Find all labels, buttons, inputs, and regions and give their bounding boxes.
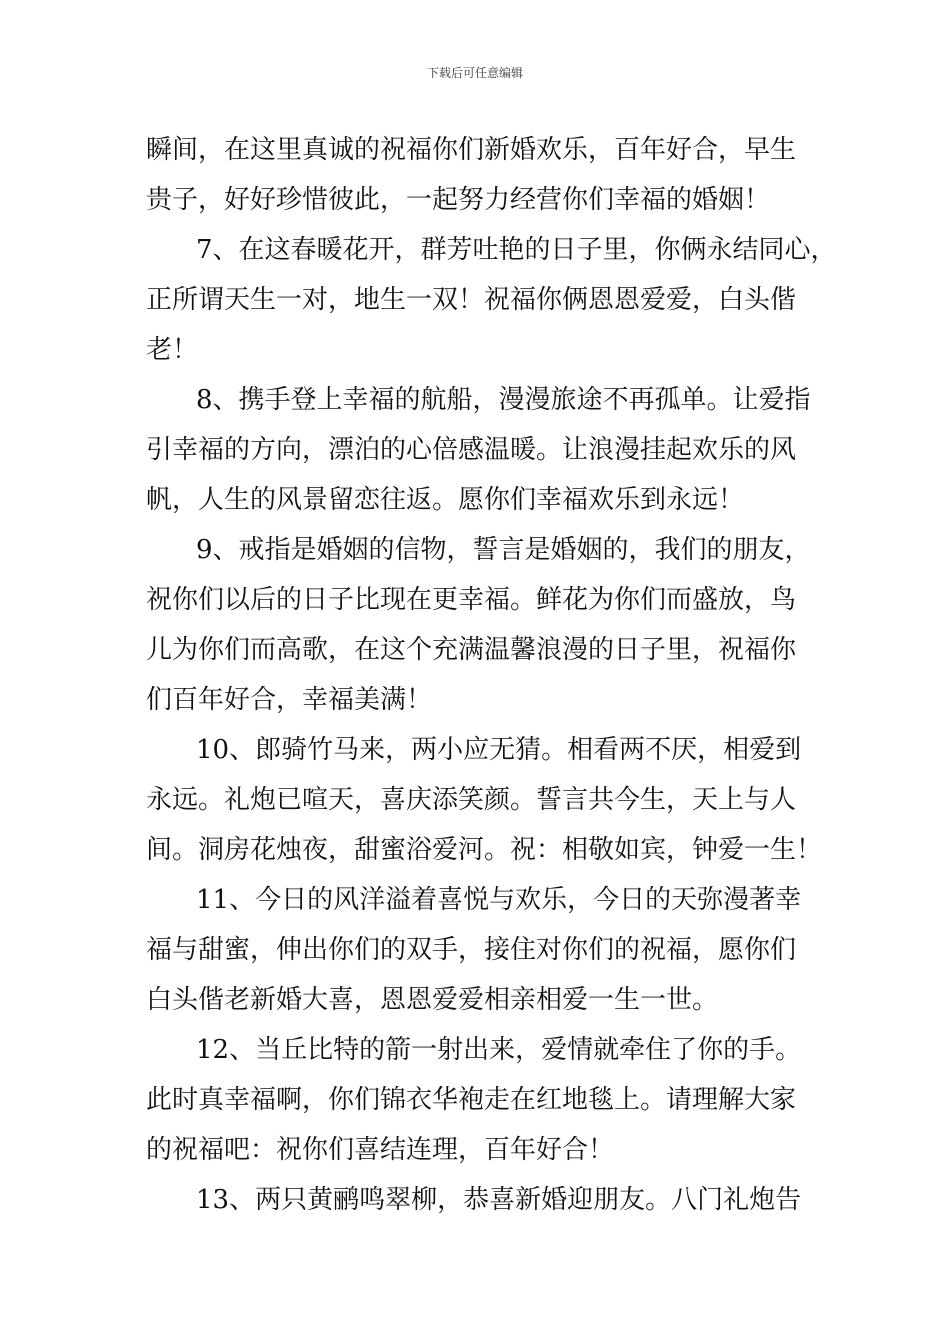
text-line: 间。洞房花烛夜，甜蜜浴爱河。祝：相敬如宾，钟爱一生！ [146,835,823,865]
text-line: 10、郎骑竹马来，两小应无猜。相看两不厌，相爱到 [196,735,802,765]
text-line: 永远。礼炮已喧天，喜庆添笑颜。誓言共今生，天上与人 [146,785,797,815]
text-line: 老！ [146,335,199,365]
text-line: 福与甜蜜，伸出你们的双手，接住对你们的祝福，愿你们 [146,935,797,965]
text-line: 13、两只黄鹂鸣翠柳，恭喜新婚迎朋友。八门礼炮告 [196,1185,802,1215]
text-line: 帆，人生的风景留恋往返。愿你们幸福欢乐到永远！ [146,485,745,515]
text-line: 引幸福的方向，漂泊的心倍感温暖。让浪漫挂起欢乐的风 [146,435,797,465]
page-header: 下载后可任意编辑 [426,66,523,80]
text-line: 7、在这春暖花开，群芳吐艳的日子里，你俩永结同心， [196,235,837,265]
text-line: 正所谓天生一对，地生一双！祝福你俩恩恩爱爱，白头偕 [146,285,797,315]
text-line: 们百年好合，幸福美满！ [146,685,433,715]
text-line: 11、今日的风洋溢着喜悦与欢乐，今日的天弥漫著幸 [196,885,802,915]
text-line: 8、携手登上幸福的航船，漫漫旅途不再孤单。让爱指 [196,385,811,415]
text-line: 12、当丘比特的箭一射出来，爱情就牵住了你的手。 [196,1035,802,1065]
text-line: 此时真幸福啊，你们锦衣华袍走在红地毯上。请理解大家 [146,1085,797,1115]
text-line: 祝你们以后的日子比现在更幸福。鲜花为你们而盛放，鸟 [146,585,797,615]
text-line: 白头偕老新婚大喜，恩恩爱爱相亲相爱一生一世。 [146,985,719,1015]
text-line: 9、戒指是婚姻的信物，誓言是婚姻的，我们的朋友， [196,535,811,565]
text-line: 瞬间，在这里真诚的祝福你们新婚欢乐，百年好合，早生 [146,135,797,165]
text-line: 的祝福吧：祝你们喜结连理，百年好合！ [146,1135,615,1165]
text-line: 儿为你们而高歌，在这个充满温馨浪漫的日子里，祝福你 [146,635,797,665]
text-line: 贵子，好好珍惜彼此，一起努力经营你们幸福的婚姻！ [146,185,771,215]
